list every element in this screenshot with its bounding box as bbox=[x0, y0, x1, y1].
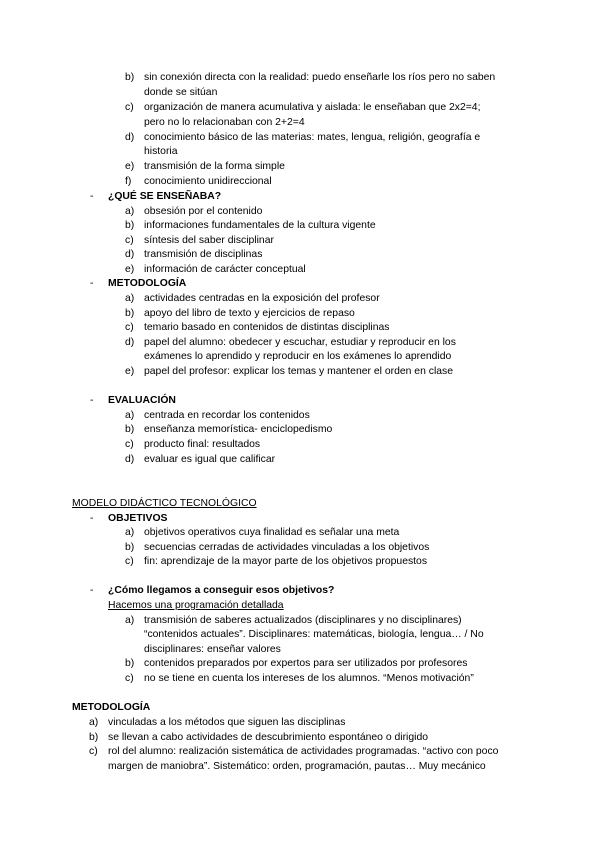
item-text: centrada en recordar los contenidos bbox=[144, 410, 310, 421]
item-text: se llevan a cabo actividades de descubrimiento espontáneo o dirigido bbox=[108, 732, 429, 743]
item-marker: a) bbox=[89, 717, 99, 728]
item-text: pero no lo relacionaban con 2+2=4 bbox=[144, 117, 305, 128]
item-text: papel del profesor: explicar los temas y mantener el orden en clase bbox=[144, 366, 453, 377]
section-heading: OBJETIVOS bbox=[108, 513, 168, 524]
item-marker: d) bbox=[125, 454, 135, 465]
item-marker: c) bbox=[125, 235, 134, 246]
item-text: papel del alumno: obedecer y escuchar, estudiar y reproducir en los bbox=[144, 337, 456, 348]
item-text: objetivos operativos cuya finalidad es señalar una meta bbox=[144, 527, 400, 538]
item-marker: c) bbox=[125, 439, 134, 450]
item-text: exámenes lo aprendido y reproducir en los exámenes lo aprendido bbox=[144, 351, 452, 362]
item-text: apoyo del libro de texto y ejercicios de repaso bbox=[144, 308, 355, 319]
bullet-dash: - bbox=[90, 513, 94, 524]
item-text: vinculadas a los métodos que siguen las disciplinas bbox=[108, 717, 346, 728]
item-text: transmisión de disciplinas bbox=[144, 249, 263, 260]
item-text: sin conexión directa con la realidad: puedo enseñarle los ríos pero no saben bbox=[144, 72, 496, 83]
item-text: disciplinares: enseñar valores bbox=[144, 644, 281, 655]
item-text: evaluar es igual que calificar bbox=[144, 454, 276, 465]
item-text: contenidos preparados por expertos para ser utilizados por profesores bbox=[144, 658, 468, 669]
item-text: historia bbox=[144, 146, 178, 157]
section-heading: ¿Cómo llegamos a conseguir esos objetivos? bbox=[108, 585, 335, 596]
item-marker: e) bbox=[125, 264, 135, 275]
subheading: Hacemos una programación detallada bbox=[108, 600, 284, 611]
item-marker: a) bbox=[125, 293, 135, 304]
item-text: síntesis del saber disciplinar bbox=[144, 235, 274, 246]
item-text: no se tiene en cuenta los intereses de los alumnos. “Menos motivación” bbox=[144, 673, 474, 684]
item-text: donde se sitúan bbox=[144, 87, 218, 98]
item-text: organización de manera acumulativa y aislada: le enseñaban que 2x2=4; bbox=[144, 102, 481, 113]
bullet-dash: - bbox=[90, 191, 94, 202]
item-text: obsesión por el contenido bbox=[144, 206, 263, 217]
section-heading: METODOLOGÍA bbox=[108, 278, 187, 289]
item-text: información de carácter conceptual bbox=[144, 264, 306, 275]
item-text: conocimiento unidireccional bbox=[144, 176, 272, 187]
item-marker: c) bbox=[125, 322, 134, 333]
item-marker: b) bbox=[125, 542, 135, 553]
item-text: temario basado en contenidos de distintas disciplinas bbox=[144, 322, 390, 333]
item-marker: c) bbox=[125, 556, 134, 567]
bullet-dash: - bbox=[90, 278, 94, 289]
item-text: transmisión de saberes actualizados (disciplinares y no disciplinares) bbox=[144, 615, 462, 626]
item-text: producto final: resultados bbox=[144, 439, 261, 450]
item-marker: b) bbox=[125, 658, 135, 669]
section-title: MODELO DIDÁCTICO TECNOLÓGICO bbox=[72, 498, 257, 509]
item-text: secuencias cerradas de actividades vinculadas a los objetivos bbox=[144, 542, 430, 553]
item-marker: c) bbox=[125, 102, 134, 113]
item-marker: a) bbox=[125, 615, 135, 626]
section-heading: METODOLOGÍA bbox=[72, 702, 151, 713]
item-text: “contenidos actuales”. Disciplinares: matemáticas, biología, lengua… / No bbox=[144, 629, 484, 640]
item-marker: b) bbox=[89, 732, 99, 743]
item-marker: a) bbox=[125, 527, 135, 538]
item-text: conocimiento básico de las materias: mates, lengua, religión, geografía e bbox=[144, 132, 481, 143]
item-marker: b) bbox=[125, 308, 135, 319]
item-text: enseñanza memorística- enciclopedismo bbox=[144, 424, 333, 435]
item-text: actividades centradas en la exposición del profesor bbox=[144, 293, 380, 304]
item-marker: d) bbox=[125, 132, 135, 143]
item-text: margen de maniobra”. Sistemático: orden, programación, pautas… Muy mecánico bbox=[108, 761, 486, 772]
section-heading: ¿QUÉ SE ENSEÑABA? bbox=[108, 191, 222, 202]
bullet-dash: - bbox=[90, 585, 94, 596]
item-text: informaciones fundamentales de la cultura vigente bbox=[144, 220, 376, 231]
item-marker: d) bbox=[125, 337, 135, 348]
item-text: rol del alumno: realización sistemática de actividades programadas. “activo con poco bbox=[108, 746, 499, 757]
item-marker: a) bbox=[125, 410, 135, 421]
item-marker: b) bbox=[125, 72, 135, 83]
item-text: transmisión de la forma simple bbox=[144, 161, 285, 172]
item-marker: f) bbox=[125, 176, 132, 187]
item-marker: e) bbox=[125, 161, 135, 172]
item-marker: a) bbox=[125, 206, 135, 217]
item-text: fin: aprendizaje de la mayor parte de los objetivos propuestos bbox=[144, 556, 428, 567]
bullet-dash: - bbox=[90, 395, 94, 406]
item-marker: b) bbox=[125, 220, 135, 231]
section-heading: EVALUACIÓN bbox=[108, 395, 176, 406]
item-marker: c) bbox=[125, 673, 134, 684]
item-marker: c) bbox=[89, 746, 98, 757]
item-marker: b) bbox=[125, 424, 135, 435]
item-marker: d) bbox=[125, 249, 135, 260]
item-marker: e) bbox=[125, 366, 135, 377]
